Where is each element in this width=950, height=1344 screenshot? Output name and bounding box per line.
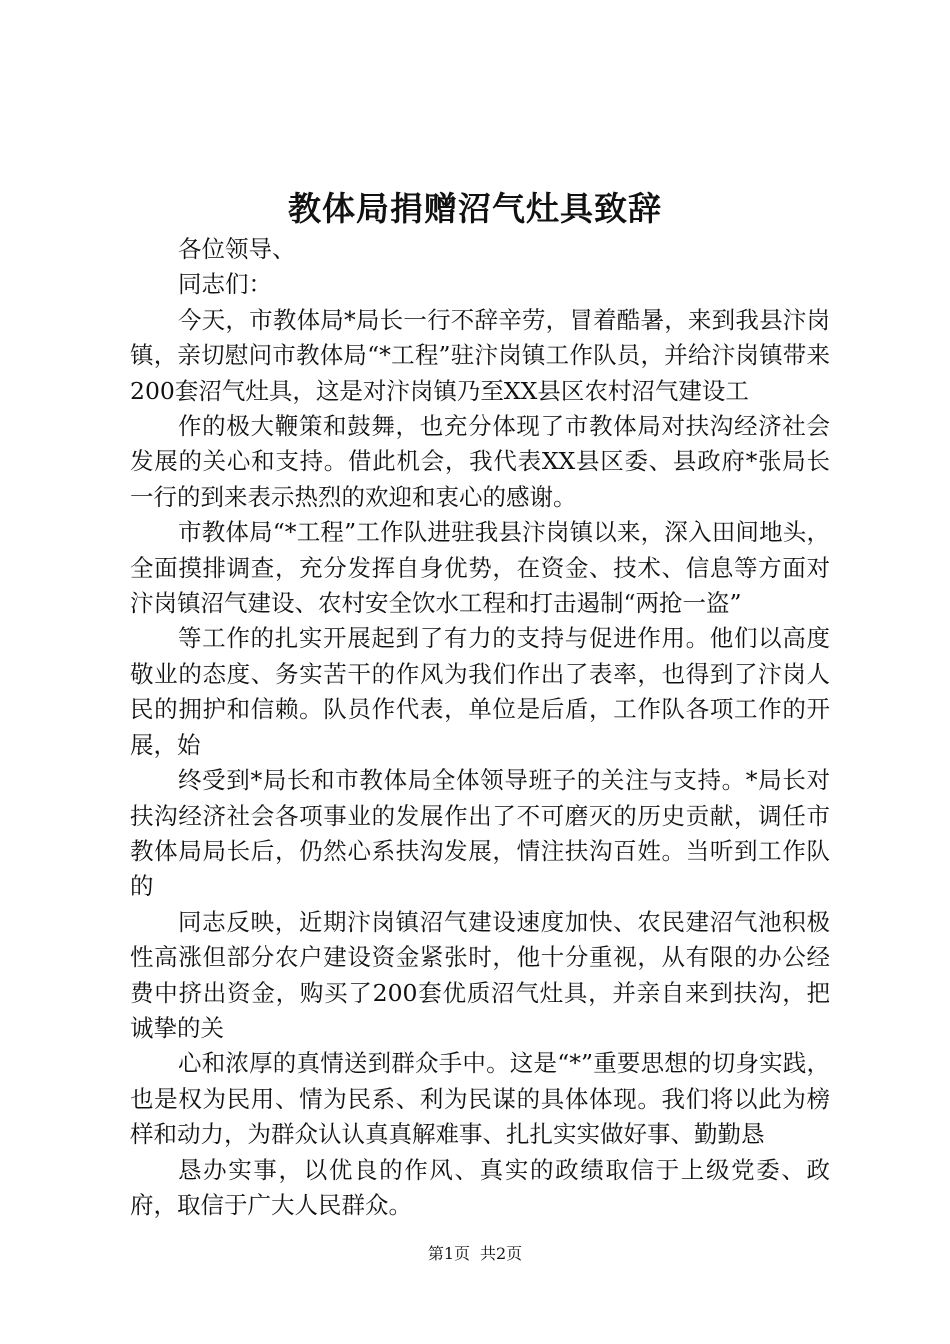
salutation-leaders: 各位领导、 bbox=[178, 235, 296, 263]
paragraph: 终受到*局长和市教体局全体领导班子的关注与支持。*局长对扶沟经济社会各项事业的发展作出了不可磨灭的历史贡献，调任市教体局局长后，仍然心系扶沟发展，情注扶沟百姓。当听到工作队的 bbox=[130, 766, 830, 901]
document-body bbox=[130, 232, 830, 1223]
paragraph: 市教体局“*工程”工作队进驻我县汴岗镇以来，深入田间地头，全面摸排调查，充分发挥自身优势，在资金、技术、信息等方面对汴岗镇沼气建设、农村安全饮水工程和打击遏制“两抢一盗” bbox=[130, 518, 830, 618]
salutation-comrades: 同志们： bbox=[178, 270, 272, 299]
paragraph: 恳办实事，以优良的作风、真实的政绩取信于上级党委、政府，取信于广大人民群众。 bbox=[130, 1155, 830, 1219]
page-footer bbox=[0, 1243, 950, 1265]
page-number: 第1页 bbox=[427, 1244, 470, 1263]
paragraph: 作的极大鞭策和鼓舞，也充分体现了市教体局对扶沟经济社会发展的关心和支持。借此机会，我代表XX县区委、县政府*张局长一行的到来表示热烈的欢迎和衷心的感谢。 bbox=[130, 412, 830, 511]
paragraph: 等工作的扎实开展起到了有力的支持与促进作用。他们以高度敬业的态度、务实苦干的作风为我们作出了表率，也得到了汴岗人民的拥护和信赖。队员作代表，单位是后盾，工作队各项工作的开展，始 bbox=[130, 624, 830, 759]
paragraph: 今天，市教体局*局长一行不辞辛劳，冒着酷暑，来到我县汴岗镇，亲切慰问市教体局“*工程”驻汴岗镇工作队员，并给汴岗镇带来200套沼气灶具，这是对汴岗镇乃至XX县区农村沼气建设工 bbox=[130, 305, 830, 405]
document-title: 教体局捐赠沼气灶具致辞 bbox=[288, 189, 662, 228]
paragraph: 同志反映，近期汴岗镇沼气建设速度加快、农民建沼气池积极性高涨但部分农户建设资金紧张时，他十分重视，从有限的办公经费中挤出资金，购买了200套优质沼气灶具，并亲自来到扶沟，把诚挚的关 bbox=[130, 907, 830, 1042]
paragraph: 心和浓厚的真情送到群众手中。这是“*”重要思想的切身实践，也是权为民用、情为民系、利为民谋的具体体现。我们将以此为榜样和动力，为群众认认真真解难事、扎扎实实做好事、勤勤恳 bbox=[130, 1049, 830, 1149]
page-total: 共2页 bbox=[480, 1244, 523, 1263]
